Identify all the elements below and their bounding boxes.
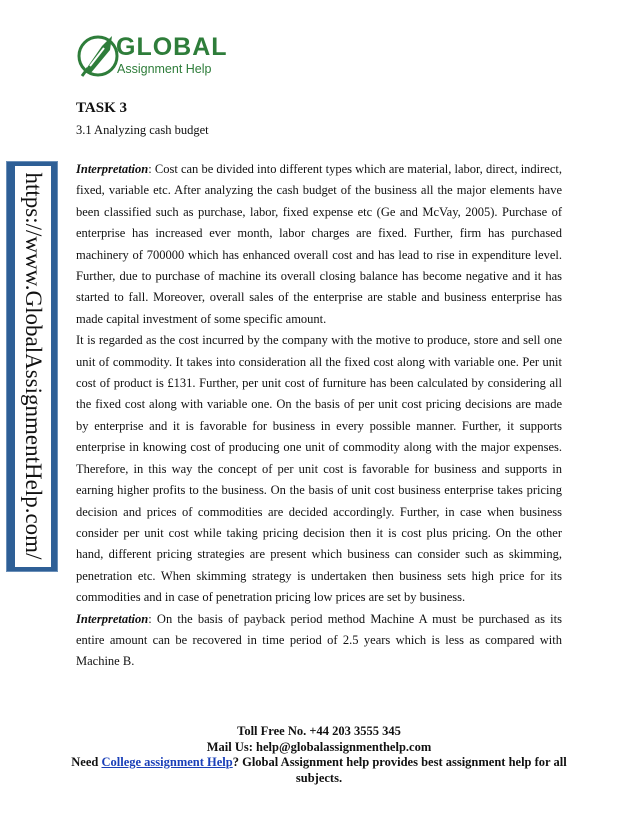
logo-subtitle: Assignment Help bbox=[117, 62, 212, 76]
paragraph-label: Interpretation bbox=[76, 611, 149, 626]
side-banner-inner bbox=[15, 166, 51, 567]
side-url-banner bbox=[6, 161, 58, 572]
footer-promo-prefix: Need bbox=[71, 755, 102, 769]
paragraph bbox=[76, 609, 562, 673]
page-footer bbox=[60, 724, 578, 786]
footer-phone: Toll Free No. +44 203 3555 345 bbox=[237, 724, 401, 738]
paragraph bbox=[76, 159, 562, 330]
college-assignment-help-link[interactable]: College assignment Help bbox=[101, 755, 233, 769]
logo-title: GLOBAL bbox=[116, 33, 228, 61]
paragraph-text: : On the basis of payback period method Machine A must be purchased as its entire amount can be recovered in time period of 2.5 years which is less as compared with Machine B. bbox=[76, 611, 562, 669]
footer-email: Mail Us: help@globalassignmenthelp.com bbox=[206, 739, 432, 754]
paragraph-text: It is regarded as the cost incurred by the company with the motive to produce, store and sell one unit of commodity. It takes into consideration all the fixed cost along with variable one. Per unit cost of product is £131. Further, per unit cost of furniture has been calculated by considering all the fixed cost along with variable one. On the basis of per unit cost pricing decisions are made by enterprise and it is favorable for business in every possible manner. Further, it supports enterprise in knowing cost of producing one unit of commodity along with the major expenses. Therefore, in this way the concept of per unit cost is favorable for business and supports in earning higher profits to the business. On the basis of unit cost business enterprise takes pricing decision and prices of commodities are decided accordingly. Further, in case when business consider per unit cost while taking pricing decision then it is cost plus pricing. On the other hand, different pricing strategies are present which business can consider such as skimming, penetration etc. When skimming strategy is undertaken then business sets high price for its commodities and in case of penetration pricing low prices are set by business. bbox=[76, 333, 562, 605]
footer-promo bbox=[60, 755, 578, 786]
paragraph-label: Interpretation bbox=[76, 162, 149, 176]
task-title: TASK 3 bbox=[76, 100, 127, 116]
footer-promo-suffix: ? Global Assignment help provides best assignment help for all subjects. bbox=[232, 755, 567, 785]
side-url-text: https://www.GlobalAssignmentHelp.com/ bbox=[21, 172, 46, 560]
global-assignment-help-logo bbox=[76, 28, 246, 84]
section-heading: 3.1 Analyzing cash budget bbox=[76, 123, 209, 137]
paragraph bbox=[76, 330, 562, 608]
paragraph-text: : Cost can be divided into different types which are material, labor, direct, indirect, fixed, variable etc. After analyzing the cash budget of the business all the major elements have been classified such as purchase, labor, fixed expense etc (Ge and McVay, 2005). Purchase of enterprise has increased ever month, labor charges are fixed. Further, firm has purchased machinery of 700000 which has enhanced overall cost and has lead to rise in expenditure level. Further, due to purchase of machine its overall closing balance has become negative and it has started to fall. Moreover, overall sales of the enterprise are stable and business enterprise has made capital investment of some specific amount. bbox=[76, 162, 562, 326]
document-body bbox=[76, 159, 562, 673]
